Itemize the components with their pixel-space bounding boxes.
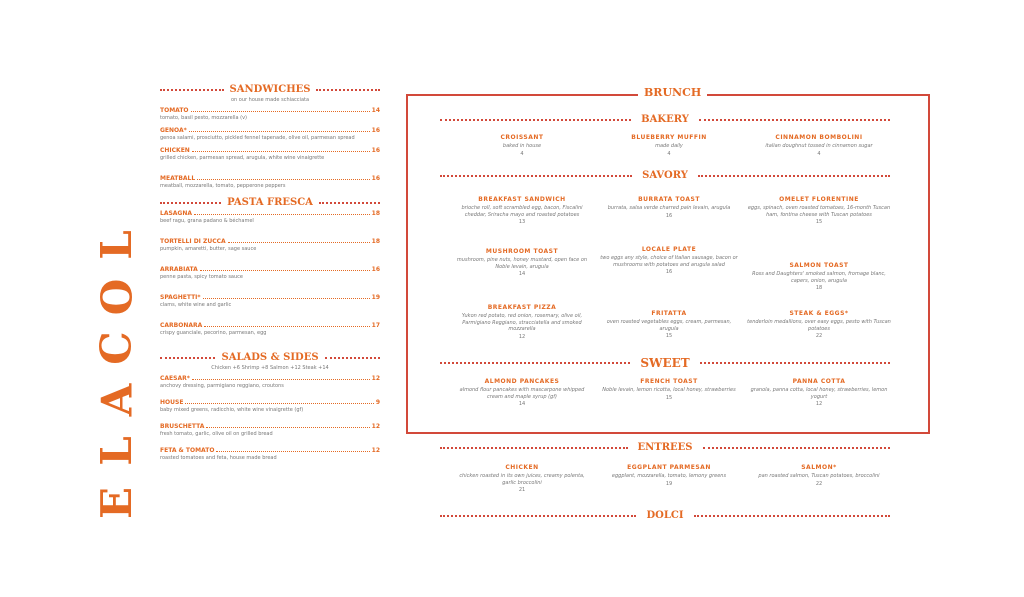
- item-name: BURRATA TOAST: [638, 196, 700, 203]
- menu-item: [160, 127, 380, 141]
- item-name: CHICKEN: [160, 147, 190, 154]
- item-price: 18: [371, 210, 380, 217]
- item-price: 4: [667, 150, 671, 157]
- menu-item: [452, 304, 592, 340]
- menu-item: [160, 294, 380, 308]
- item-name: PANNA COTTA: [792, 378, 846, 385]
- item-price: 12: [371, 375, 380, 382]
- item-name: STEAK & EGGS*: [789, 310, 849, 317]
- item-price: 9: [375, 399, 380, 406]
- menu-item: [452, 378, 592, 407]
- brand-letter: E: [91, 486, 141, 519]
- section-title: ENTREES: [637, 442, 693, 453]
- dotted-rule: [698, 175, 890, 177]
- item-desc: baked in house: [502, 143, 542, 149]
- item-desc: baby mixed greens, radicchio, white wine vinaigrette (gf): [160, 407, 304, 413]
- item-price: 12: [815, 401, 823, 407]
- item-name: FETA & TOMATO: [160, 447, 215, 454]
- item-price: 12: [518, 333, 526, 340]
- item-desc: tomato, basil pesto, mozzarella (v): [160, 115, 247, 121]
- item-desc: oven roasted vegetables eggs, cream, parmesan, arugula: [606, 319, 732, 332]
- item-desc: italian doughnut tossed in cinnamon sugar: [765, 143, 873, 149]
- item-price: 16: [371, 266, 380, 273]
- item-desc: tenderloin medallions, over easy eggs, pesto with Tuscan potatoes: [747, 319, 891, 332]
- section-title: PASTA FRESCA: [227, 197, 313, 208]
- item-name: BREAKFAST SANDWICH: [478, 196, 566, 203]
- item-name: LOCALE PLATE: [641, 246, 697, 253]
- item-desc: chicken roasted in its own juices, creamy polenta, garlic broccolini: [459, 473, 585, 486]
- menu-item: [160, 175, 380, 189]
- menu-item: [160, 399, 380, 413]
- item-price: 19: [371, 294, 380, 301]
- menu-item: [160, 423, 380, 437]
- menu-item: [599, 134, 739, 157]
- item-desc: mushroom, pine nuts, honey mustard, open face on Noble levain, arugula: [456, 257, 588, 270]
- item-price: 13: [518, 219, 526, 225]
- item-price: 14: [371, 107, 380, 114]
- menu-item: [599, 196, 739, 219]
- menu-item: [744, 310, 894, 339]
- menu-item: [452, 464, 592, 493]
- item-price: 14: [518, 401, 526, 407]
- section-title: DOLCI: [646, 510, 684, 521]
- dotted-rule: [700, 362, 890, 364]
- item-name: BRUSCHETTA: [160, 423, 205, 430]
- dotted-rule: [440, 119, 631, 121]
- dotted-rule: [325, 357, 380, 359]
- item-desc: penne pasta, spicy tomato sauce: [160, 274, 243, 280]
- dotted-rule: [699, 119, 890, 121]
- menu-item: [599, 464, 739, 487]
- item-price: 12: [371, 423, 380, 430]
- menu-item: [599, 246, 739, 275]
- item-price: 21: [518, 487, 526, 493]
- item-name: CINNAMON BOMBOLINI: [775, 134, 863, 141]
- item-name: CROISSANT: [500, 134, 544, 141]
- item-name: FRENCH TOAST: [640, 378, 698, 385]
- item-desc: burrata, salsa verde charred pain levain, arugula: [607, 205, 731, 211]
- item-desc: genoa salami, prosciutto, pickled fennel tapenade, olive oil, parmesan spread: [160, 135, 355, 141]
- item-desc: meatball, mozzarella, tomato, pepperone peppers: [160, 183, 286, 189]
- item-desc: roasted tomatoes and feta, house made bread: [160, 455, 277, 461]
- item-desc: pumpkin, amaretti, butter, sage sauce: [160, 246, 257, 252]
- item-price: 12: [371, 447, 380, 454]
- item-name: HOUSE: [160, 399, 184, 406]
- salads-header: [160, 352, 380, 363]
- menu-item: [160, 375, 380, 389]
- item-name: CAESAR*: [160, 375, 190, 382]
- item-price: 19: [665, 480, 673, 487]
- menu-item: [160, 447, 380, 461]
- item-price: 14: [518, 271, 526, 277]
- brand-letter: L: [92, 230, 141, 260]
- item-desc: granola, panna cotta, local honey, strawberries, lemon yogurt: [750, 387, 888, 400]
- item-price: 18: [815, 285, 823, 291]
- item-price: 16: [371, 127, 380, 134]
- menu-item: [160, 322, 380, 336]
- brunch-title: BRUNCH: [638, 86, 707, 99]
- item-price: 16: [371, 175, 380, 182]
- menu-item: [160, 210, 380, 224]
- item-price: 18: [371, 238, 380, 245]
- menu-item: [452, 196, 592, 225]
- section-note: Chicken +6 Shrimp +8 Salmon +12 Steak +14: [211, 365, 329, 371]
- item-price: 22: [815, 480, 823, 487]
- item-desc: made daily: [655, 143, 683, 149]
- item-name: SPAGHETTI*: [160, 294, 201, 301]
- dotted-rule: [440, 515, 636, 517]
- section-title: SAVORY: [642, 170, 688, 181]
- item-name: TORTELLI DI ZUCCA: [160, 238, 226, 245]
- menu-item: [160, 238, 380, 252]
- dotted-rule: [319, 202, 380, 204]
- item-desc: eggplant, mozzarella, tomato, lemony greens: [611, 473, 727, 479]
- savory-header: [440, 170, 890, 181]
- sweet-header: [440, 356, 890, 370]
- item-name: CHICKEN: [505, 464, 539, 471]
- item-price: 15: [815, 219, 823, 225]
- item-desc: pan roasted salmon, Tuscan potatoes, broccolini: [758, 473, 880, 479]
- brand-letter: C: [92, 331, 141, 365]
- menu-item: [452, 134, 592, 157]
- menu-item: [744, 134, 894, 157]
- item-name: TOMATO: [160, 107, 189, 114]
- menu-item: [744, 464, 894, 487]
- item-desc: grilled chicken, parmesan spread, arugula, white wine vinaigrette: [160, 155, 325, 161]
- menu-item: [599, 378, 739, 401]
- item-name: ARRABIATA: [160, 266, 198, 273]
- brand-letter: O: [92, 278, 141, 315]
- pasta-header: [160, 197, 380, 208]
- sandwiches-header: [160, 84, 380, 95]
- dotted-rule: [440, 362, 630, 364]
- item-desc: anchovy dressing, parmigiano reggiano, croutons: [160, 383, 284, 389]
- item-price: 16: [665, 269, 673, 275]
- item-name: EGGPLANT PARMESAN: [627, 464, 711, 471]
- section-title: BAKERY: [641, 114, 689, 125]
- item-name: CARBONARA: [160, 322, 203, 329]
- dotted-rule: [694, 515, 890, 517]
- dotted-rule: [160, 357, 215, 359]
- item-desc: Noble levain, lemon ricotta, local honey, strawberries: [602, 387, 736, 393]
- dotted-rule: [316, 89, 380, 91]
- item-price: 4: [520, 150, 524, 157]
- item-desc: fresh tomato, garlic, olive oil on grilled bread: [160, 431, 273, 437]
- menu-item: [744, 196, 894, 225]
- dotted-rule: [703, 447, 891, 449]
- section-title: SALADS & SIDES: [221, 352, 319, 363]
- item-name: OMELET FLORENTINE: [779, 196, 859, 203]
- item-desc: crispy guanciale, pecorino, parmesan, egg: [160, 330, 267, 336]
- item-name: BREAKFAST PIZZA: [487, 304, 557, 311]
- brand-letter: A: [92, 383, 141, 417]
- item-desc: eggs, spinach, oven roasted tomatoes, 16-month Tuscan ham, fontina cheese with Tuscan potatoes: [747, 205, 891, 218]
- item-name: GENOA*: [160, 127, 187, 134]
- menu-item: [744, 378, 894, 407]
- brand-letter: L: [92, 436, 141, 467]
- section-title: SWEET: [640, 356, 690, 370]
- item-price: 15: [665, 333, 673, 339]
- item-name: FRITATTA: [651, 310, 687, 317]
- item-price: 22: [815, 333, 823, 339]
- left-menu-column: [160, 84, 380, 467]
- item-price: 16: [371, 147, 380, 154]
- item-desc: Ross and Daughters' smoked salmon, fromage blanc, capers, onion, arugula: [752, 271, 886, 284]
- dotted-rule: [160, 89, 224, 91]
- menu-item: [452, 248, 592, 277]
- item-price: 17: [371, 322, 380, 329]
- dotted-rule: [440, 175, 632, 177]
- menu-item: [160, 107, 380, 121]
- section-note: on our house made schiacciata: [230, 97, 310, 103]
- dolci-header: [440, 510, 890, 521]
- brand-logo: [72, 224, 162, 524]
- item-desc: brioche roll, soft scrambled egg, bacon, Fiscalini cheddar, Sriracha mayo and roasted potatoes: [461, 205, 583, 218]
- section-title: SANDWICHES: [229, 84, 311, 95]
- item-desc: two eggs any style, choice of Italian sausage, bacon or mushrooms with potatoes and arugula salad: [600, 255, 738, 268]
- item-name: SALMON TOAST: [789, 262, 849, 269]
- item-desc: clams, white wine and garlic: [160, 302, 232, 308]
- item-price: 15: [665, 394, 673, 401]
- item-name: ALMOND PANCAKES: [484, 378, 560, 385]
- item-desc: beef ragu, grana padano & béchamel: [160, 218, 254, 224]
- item-name: MUSHROOM TOAST: [485, 248, 559, 255]
- bakery-header: [440, 114, 890, 125]
- menu-item: [160, 147, 380, 161]
- item-name: BLUEBERRY MUFFIN: [631, 134, 707, 141]
- menu-item: [160, 266, 380, 280]
- menu-item: [599, 310, 739, 339]
- entrees-header: [440, 442, 890, 453]
- item-name: MEATBALL: [160, 175, 196, 182]
- item-price: 16: [665, 212, 673, 219]
- item-price: 4: [817, 150, 821, 157]
- dotted-rule: [160, 202, 221, 204]
- menu-item: [744, 262, 894, 291]
- item-desc: Yukon red potato, red onion, rosemary, olive oil, Parmigiano Reggiano, stracciatella and smoked mozzarella: [461, 313, 583, 332]
- item-name: SALMON*: [801, 464, 837, 471]
- item-name: LASAGNA: [160, 210, 193, 217]
- item-desc: almond flour pancakes with mascarpone whipped cream and maple syrup (gf): [459, 387, 585, 400]
- dotted-rule: [440, 447, 628, 449]
